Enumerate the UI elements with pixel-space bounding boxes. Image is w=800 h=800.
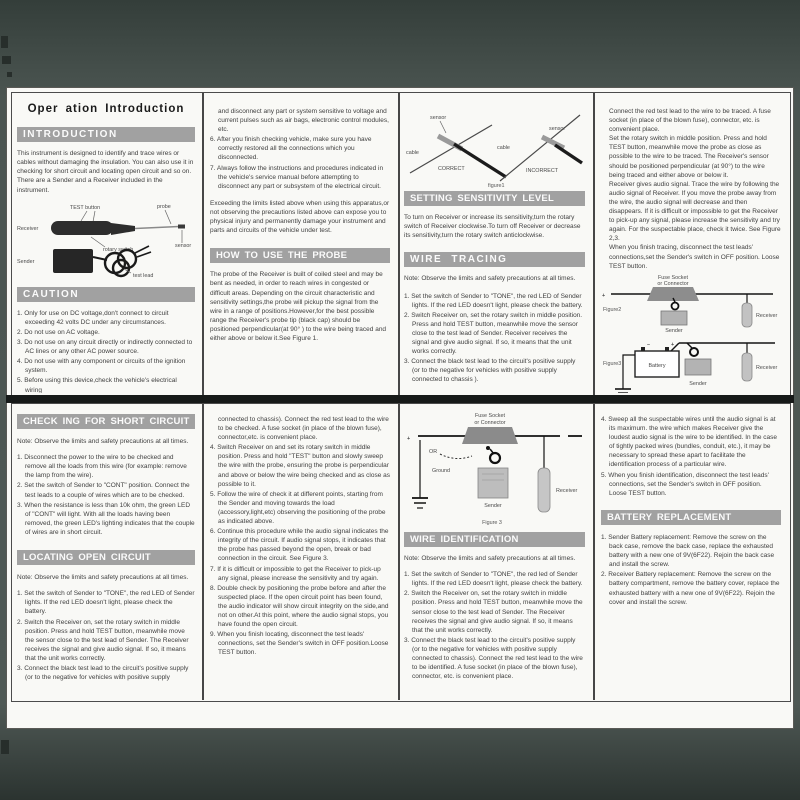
step-item: 3. Connect the black test lead to the circuit's positive supply (or to the negative for vehicles with positive supply connected to chassis). Connect the red test lead to the wire to be identified. A fuse socket (in place of the blown fuse), connector, etc. is convenient place.: [404, 636, 583, 681]
device-label: probe: [157, 203, 171, 210]
figure-label: CORRECT: [438, 166, 465, 172]
tracing-paragraph: When you finish tracing, disconnect the test leads' connections,set the Sender's switch in OFF position. Loose TEST button.: [609, 244, 780, 270]
figure-label: Receiver: [556, 488, 578, 494]
sensor-segment: [542, 137, 564, 148]
device-label: Sender: [17, 258, 35, 265]
figure-caption: Figure2: [603, 306, 622, 313]
wire-tracing-banner: WIRE TRACING: [404, 252, 585, 267]
step-item: 6. Continue this procedure while the audio signal indicates the integrity of the circuit. If audio signal stops, it indicates that the probe has passed beyond the open, break or bad connection in the circuit. See Figure 3.: [210, 528, 389, 563]
device-label: test lead: [133, 272, 154, 279]
figure-label: Sender: [484, 503, 502, 509]
figure2-diagram: [601, 273, 781, 335]
receiver-probe: [538, 468, 550, 512]
figure3-diagram: [601, 335, 781, 393]
device-label: TEST button: [69, 204, 101, 211]
continuation-text: and disconnect any part or system sensitive to voltage and current pulses such as air bags, electronic control modules, etc.: [218, 108, 389, 134]
receiver-body: [51, 221, 113, 235]
column-divider: [398, 404, 400, 700]
plus-sign: +: [602, 292, 606, 299]
figure-label: Fuse Socket: [658, 274, 688, 281]
step-item: 3. Connect the black test lead to the circuit's positive supply (or to the negative for vehicles with positive supply: [17, 664, 189, 682]
caution-item: 1. Only for use on DC voltage,don't connect to circuit exceeding 42 volts DC under any circumstances.: [17, 309, 169, 326]
sender-box: [478, 468, 508, 498]
step-item: 2. Switch Receiver on, set the rotary switch in middle position. Press and hold TEST button, meanwhile move the sensor close to the test lead of Sender. Receiver receives the signal and give audio signal. If so, it means that the unit works correctly.: [404, 311, 583, 356]
column-divider: [593, 93, 595, 395]
caution-item: 6. After you finish checking vehicle, make sure you have correctly restored all the connections which you disconnected.: [210, 136, 372, 162]
scan-artifact: [1, 740, 9, 754]
device-diagram: [17, 199, 193, 283]
step-item: 2. Switch the Receiver on, set the rotary switch in middle position. Press and hold TEST button, meanwhile move the sensor close to the test lead of Sender. The Receiver receives the signal and give audio signal. If so, it means that the unit works correctly.: [17, 618, 189, 662]
figure-label: Battery: [648, 362, 666, 369]
step-item: 3. Connect the black test lead to the circuit's positive supply (or to the negative for vehicles with positive supply connected to chassis ).: [404, 358, 576, 384]
caution-item: 5. Before using this device,check the vehicle's electrical wiring: [17, 377, 177, 393]
column-divider: [593, 404, 595, 700]
sensitivity-text: To turn on Receiver or increase its sensitivity,turn the rotary switch of Receiver clockwise.To turn off Receiver or decrease its sensitivity,turn the rotary switch anticlockwise.: [404, 214, 581, 240]
bottom-column-2: [210, 408, 390, 698]
minus-sign: –: [647, 341, 650, 348]
device-label: sensor: [175, 242, 192, 249]
warning-text: Exceeding the limits listed above when using this apparatus,or not observing the precautions listed above can expose you to physical injury and permanently damage your instrument and parts and circuits of the vehicle under test.: [210, 199, 390, 235]
figure-label: sensor: [549, 126, 566, 132]
figure3-open-circuit-diagram: [404, 410, 585, 528]
receiver-probe: [742, 353, 752, 381]
caution-item: 7. Always follow the instructions and procedures indicated in the vehicle's service manual before attempting to disconnect any part or subsystem of the electrical circuit.: [210, 164, 384, 190]
figure-label: Sender: [689, 380, 707, 387]
column-divider: [398, 93, 400, 395]
sensor-tip: [178, 224, 185, 228]
column-divider: [202, 93, 204, 395]
battery-item: 2. Receiver Battery replacement: Remove the screw on the battery compartment, remove the battery cover, replace the exhausted battery with a new one of 9V(6F22). Rejoin the cover and install the screw.: [601, 571, 780, 606]
sensitivity-banner: SETTING SENSITIVITY LEVEL: [404, 191, 585, 206]
figure-caption: Figure 3: [482, 520, 502, 526]
probe-text: The probe of the Receiver is built of coiled steel and may be bent as needed, in order to reach wires in congested or difficult areas. Depending on the circuit characteristic and sensitivity settings,the probe will pickup the signal from the wire in a range of positions.However,for the best possible range the Receiver's probe tip (black cap) should be positioned perpendicular(at 90° ) to the wire being traced and either above or below it.See Figure 1.: [210, 271, 387, 342]
device-label: Receiver: [17, 225, 39, 232]
note-text: Note: Observe the limits and safety precautions at all times.: [404, 555, 576, 563]
sender-box: [685, 359, 711, 375]
scan-artifact: [7, 72, 12, 77]
figure-label: sensor: [430, 115, 447, 121]
device-label: rotary switch: [103, 246, 134, 253]
scan-artifact: [1, 36, 8, 48]
clip-loop: [490, 453, 500, 463]
figure-caption: Figure3: [603, 360, 622, 367]
wire-identification-banner: WIRE IDENTIFICATION: [404, 532, 585, 547]
note-text: Note: Observe the limits and safety precautions at all times.: [17, 438, 189, 446]
note-text: Note: Observe the limits and safety precautions at all times.: [17, 574, 189, 582]
figure-label: Sender: [665, 327, 683, 334]
probe-banner: HOW TO USE THE PROBE: [210, 248, 390, 263]
step-item: 2. Set the switch of Sender to "CONT" position. Connect the test leads to a couple of wires which are to be checked.: [17, 482, 190, 499]
step-item: 7. If it is difficult or impossible to get the Receiver to pick-up any signal, please increase the sensitivity and try again.: [210, 565, 381, 582]
continuation-text: connected to chassis). Connect the red test lead to the wire to be checked. A fuse socket (in place of the blown fuse), connector,etc. is convenient place.: [218, 416, 389, 442]
bottom-column-1: [17, 408, 195, 698]
sender-body: [53, 249, 93, 273]
figure-label: Receiver: [756, 364, 778, 371]
top-column-1: [17, 97, 195, 393]
caution-item: 4. Do not use with any component or circuits of the ignition system.: [17, 358, 186, 375]
introduction-text: This instrument is designed to identify and trace wires or cables without damaging the insulation. You can also use it in checking for short circuit and locating open circuit and so on. There are a Sender and a Receiver included in the instrument.: [17, 150, 194, 194]
fuse-socket-block: [462, 427, 518, 444]
step-item: 1. Disconnect the power to the wire to be checked and remove all the loads from this wire (for example: remove the lamp from the wire).: [17, 454, 187, 480]
dashed-connector: [440, 454, 472, 459]
step-item: 4. Switch Receiver on and set its rotary switch in middle position. Press and hold "TEST" button and slowly sweep the wire with the probe, ensuring the probe is perpendicular and above or below the wire being checked and as close as possible to it.: [210, 444, 390, 488]
bottom-column-3: [404, 408, 585, 698]
caution-item: 2. Do not use on AC voltage.: [17, 328, 100, 336]
step-item: 4. Sweep all the suspectable wires until the audio signal is at its maximum. the wire which makes Receiver give the loudest audio signal is the wire to be identified. In the case of tightly packed wires (bundles, conduit, etc.), it may be necessary to spread these apart to facilitate the identification process of a particular wire.: [601, 416, 778, 469]
clip-loop: [672, 302, 679, 309]
top-column-2: [210, 97, 390, 393]
step-item: 1. Set the switch of Sender to "TONE", the red led of Sender lights. If the red LED doesn't light, please check the battery.: [404, 571, 583, 588]
figure-label: cable: [497, 145, 510, 151]
open-circuit-banner: LOCATING OPEN CIRCUIT: [17, 550, 195, 565]
figure-label: INCORRECT: [526, 168, 559, 174]
step-item: 1. Set the switch of Sender to "TONE", the red LED of Sender lights. If the red LED doesn't light, please check the battery.: [17, 590, 195, 616]
step-item: 9. When you finish locating, disconnect the test leads' connections, set the Sender's switch in OFF position.Loose TEST button.: [210, 631, 389, 657]
step-item: 8. Double check by positioning the probe before and after the suspected place. If the open circuit point has been found, the audio indicator will show circuit integrity on the side,and not on other.At this point, where the audio signal stops, you have found the open circuit.: [210, 584, 389, 629]
step-item: 1. Set the switch of Sender to "TONE", the red LED of Sender lights. If the red LED doesn't light, please check the battery.: [404, 292, 583, 309]
scan-artifact: [2, 56, 11, 64]
plus-sign: +: [407, 436, 411, 442]
column-divider: [202, 404, 204, 700]
battery-item: 1. Sender Battery replacement: Remove the screw on the back case, remove the back case, replace the exhausted battery with a new one of 9V(6F22). Rejoin the back case and install the screw.: [601, 533, 775, 569]
probe-line: [555, 145, 582, 163]
step-item: 5. Follow the wire of check it at different points, starting from the Sender and moving towards the load (accessory,light,etc) observing the positioning of the probe as indicated above.: [210, 490, 386, 526]
note-text: Note: Observe the limits and safety precautions at all times.: [404, 275, 576, 283]
top-column-4: [601, 97, 781, 393]
figure-label: or Connector: [474, 420, 506, 426]
probe-shaft: [135, 226, 179, 228]
caution-item: 3. Do not use on any circuit directly or indirectly connected to AC lines or any other AC power source.: [17, 339, 193, 356]
introduction-banner: INTRODUCTION: [17, 127, 195, 142]
figure-label: Ground: [432, 468, 450, 474]
figure-label: Fuse Socket: [475, 413, 505, 419]
tracing-paragraph: Connect the red test lead to the wire to be traced. A fuse socket (in place of the blown fuse), connector, etc. is convenient place.: [609, 108, 771, 134]
alligator-clip: [135, 246, 149, 253]
caution-banner: CAUTION: [17, 287, 195, 302]
bottom-column-4: [601, 408, 781, 698]
page-divider-band: [6, 395, 794, 403]
sender-box: [661, 311, 687, 325]
step-item: 5. When you finish identification, disconnect the test leads' connections, set the Sender's switch in OFF position. Loose TEST button.: [601, 471, 769, 497]
figure-label: Receiver: [756, 312, 778, 319]
battery-replacement-banner: BATTERY REPLACEMENT: [601, 510, 781, 525]
page-title: Oper ation Introduction: [27, 103, 185, 115]
step-item: 2. Switch the Receiver on, set the rotary switch in middle position. Press and hold TEST button, meanwhile move the sensor close to the test lead of Sender. The Receiver receives the signal and give audio signal. If so, it means that the unit works correctly.: [404, 590, 583, 634]
figure-label: OR: [429, 449, 438, 455]
figure-label: cable: [406, 150, 419, 156]
figure-caption: figure1: [488, 183, 505, 189]
figure1-diagram: [404, 99, 585, 189]
clip-loop: [690, 348, 698, 356]
tracing-paragraph: Receiver gives audio signal. Trace the wire by following the audio signal of Receiver. If you move the probe away from the wire, the audio signal will decrease and then disappears. If it is difficult or impossible to get the Receiver to pick-up any signal, please increase the sensitivity and try again. For the suspectable place, check it twice. See Figure 2,3.: [609, 180, 781, 243]
short-circuit-banner: CHECK ING FOR SHORT CIRCUIT: [17, 414, 195, 429]
tracing-paragraph: Set the rotary switch in middle position. Press and hold TEST button, meanwhile move the probe as close as possible to the wire to be traced. The Receiver's sensor should be positioned perpendicular (at 90°) to the wire being traced and either above or below it.: [609, 135, 769, 179]
top-column-3: [404, 97, 585, 393]
figure-label: or Connector: [657, 280, 689, 287]
receiver-probe: [742, 303, 752, 327]
step-item: 3. When the resistance is less than 10k ohm, the green LED of "CONT" will light. With all the loads having been removed, the green LED's lighting indicates that the couple of wires are in short circuit.: [17, 501, 195, 536]
plus-sign: +: [671, 341, 675, 348]
